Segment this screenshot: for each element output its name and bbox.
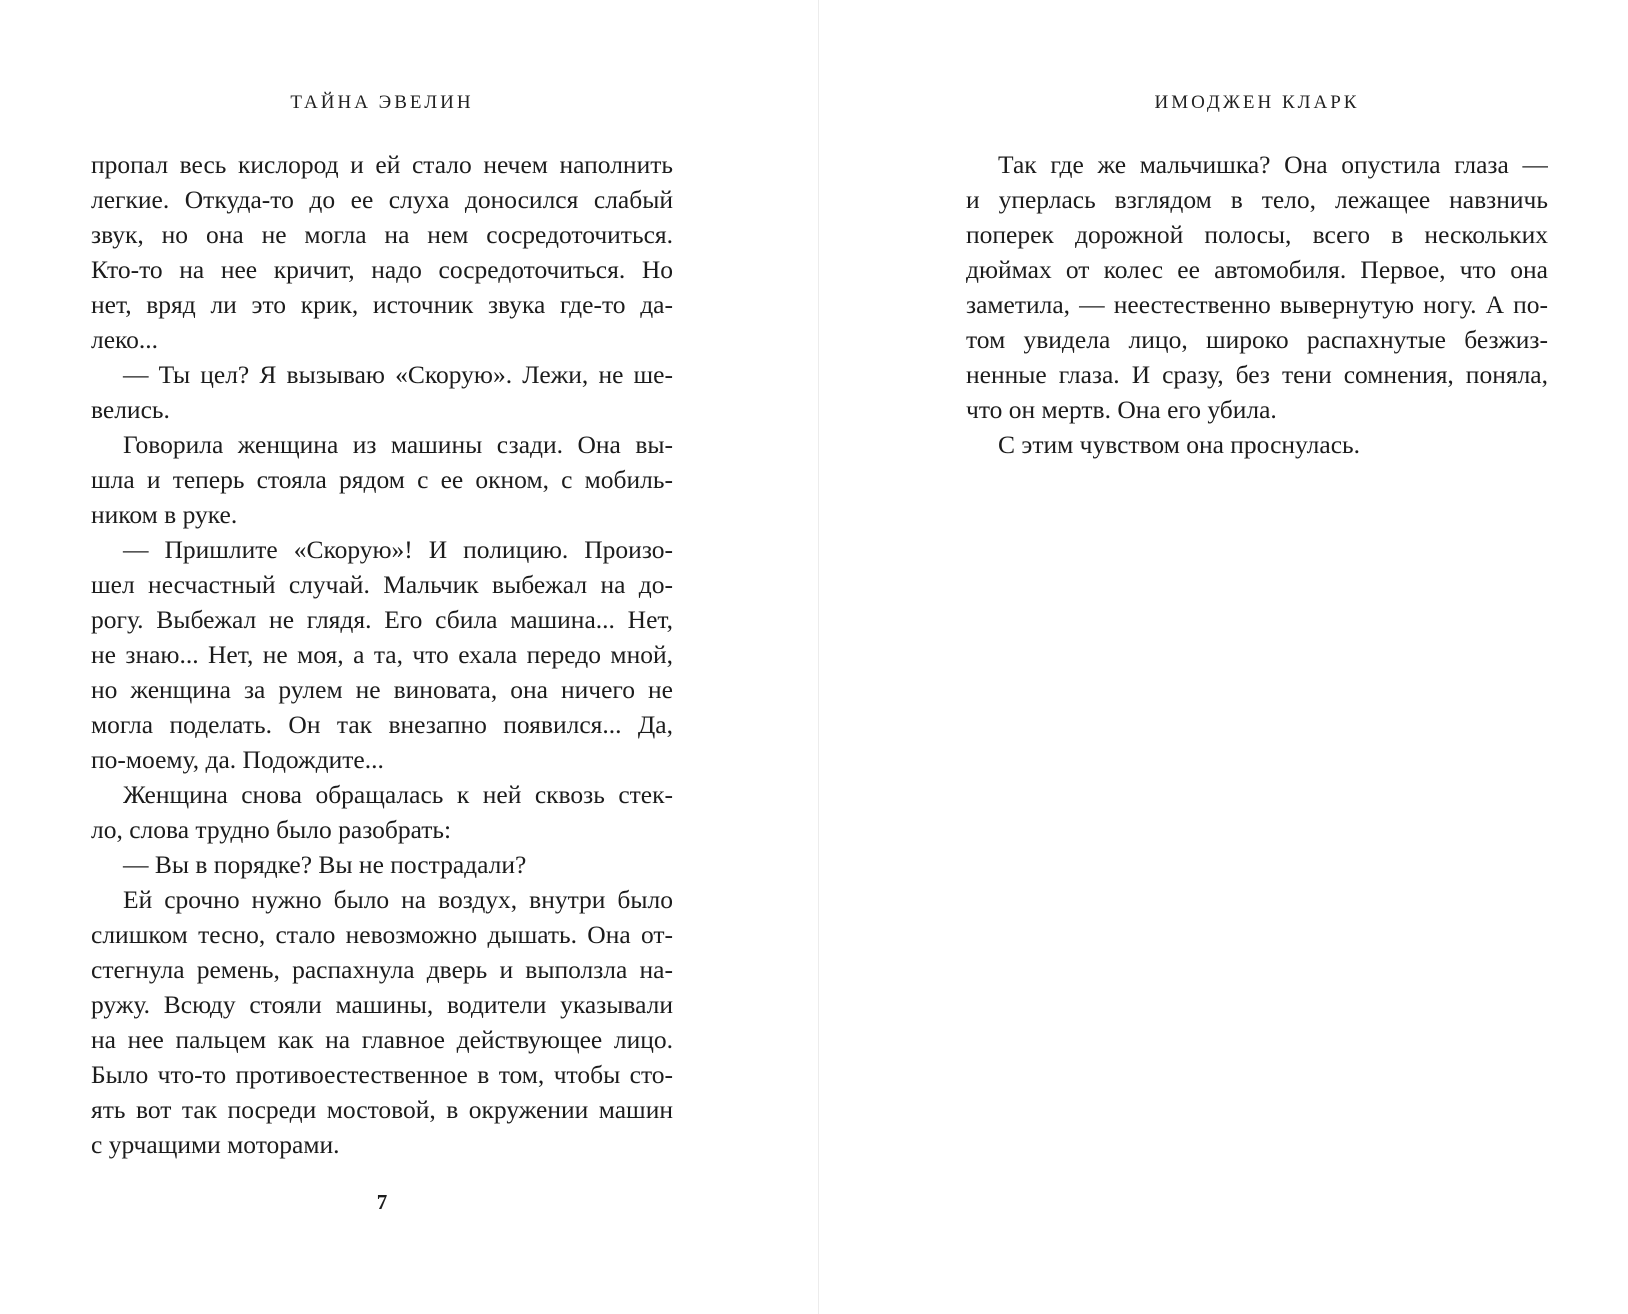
text-line: С этим чувством она проснулась. — [998, 430, 1361, 459]
text-line: дюймах от колес ее автомобиля. Первое, что она — [966, 255, 1548, 284]
right-page — [819, 0, 1628, 1314]
text-line: могла поделать. Он так внезапно появился... Да, — [91, 710, 673, 739]
text-line: поперек дорожной полосы, всего в нескольких — [966, 220, 1548, 249]
text-line: не знаю... Нет, не моя, а та, что ехала передо мной, — [91, 640, 673, 669]
text-line: ружу. Всюду стояли машины, водители указывали — [91, 990, 673, 1019]
text-line: рогу. Выбежал не глядя. Его сбила машина... Нет, — [91, 605, 673, 634]
text-line: шла и теперь стояла рядом с ее окном, с мобиль- — [91, 465, 673, 494]
text-line: пропал весь кислород и ей стало нечем наполнить — [91, 150, 673, 179]
text-line: — Вы в порядке? Вы не пострадали? — [123, 850, 527, 879]
text-line: леко... — [91, 325, 159, 354]
text-line: но женщина за рулем не виновата, она ничего не — [91, 675, 673, 704]
running-head-right: ИМОДЖЕН КЛАРК — [1154, 92, 1360, 113]
text-line: что он мертв. Она его убила. — [966, 395, 1277, 424]
text-line: Так где же мальчишка? Она опустила глаза — — [998, 150, 1548, 179]
text-line: — Ты цел? Я вызываю «Скорую». Лежи, не ше- — [123, 360, 673, 389]
text-line: Женщина снова обращалась к ней сквозь стек- — [123, 780, 673, 809]
text-line: ником в руке. — [91, 500, 238, 529]
text-line: ненные глаза. И сразу, без тени сомнения, поняла, — [966, 360, 1548, 389]
text-line: Говорила женщина из машины сзади. Она вы- — [123, 430, 673, 459]
text-line: — Пришлите «Скорую»! И полицию. Произо- — [123, 535, 673, 564]
text-line: Ей срочно нужно было на воздух, внутри было — [123, 885, 673, 914]
text-line: слишком тесно, стало невозможно дышать. Она от- — [91, 920, 673, 949]
text-line: том увидела лицо, широко распахнутые безжиз- — [966, 325, 1548, 354]
text-line: Было что-то противоестественное в том, чтобы сто- — [91, 1060, 673, 1089]
text-line: Кто-то на нее кричит, надо сосредоточиться. Но — [91, 255, 673, 284]
text-line: с урчащими моторами. — [91, 1130, 340, 1159]
left-text-block — [91, 147, 673, 1162]
text-line: звук, но она не могла на нем сосредоточиться. — [91, 220, 673, 249]
text-line: шел несчастный случай. Мальчик выбежал на до- — [91, 570, 673, 599]
text-line: нет, вряд ли это крик, источник звука где-то да- — [91, 290, 673, 319]
text-line: ло, слова трудно было разобрать: — [91, 815, 452, 844]
right-text-block — [966, 147, 1548, 462]
text-line: заметила, — неестественно вывернутую ногу. А по- — [966, 290, 1548, 319]
running-head-left: ТАЙНА ЭВЕЛИН — [290, 92, 474, 113]
text-line: по-моему, да. Подождите... — [91, 745, 384, 774]
text-line: на нее пальцем как на главное действующее лицо. — [91, 1025, 673, 1054]
text-line: ять вот так посреди мостовой, в окружении машин — [91, 1095, 673, 1124]
text-line: стегнула ремень, распахнула дверь и выползла на- — [91, 955, 673, 984]
text-line: и уперлась взглядом в тело, лежащее навзничь — [966, 185, 1548, 214]
text-line: велись. — [91, 395, 170, 424]
text-line: легкие. Откуда-то до ее слуха доносился слабый — [91, 185, 673, 214]
page-number: 7 — [376, 1190, 388, 1214]
